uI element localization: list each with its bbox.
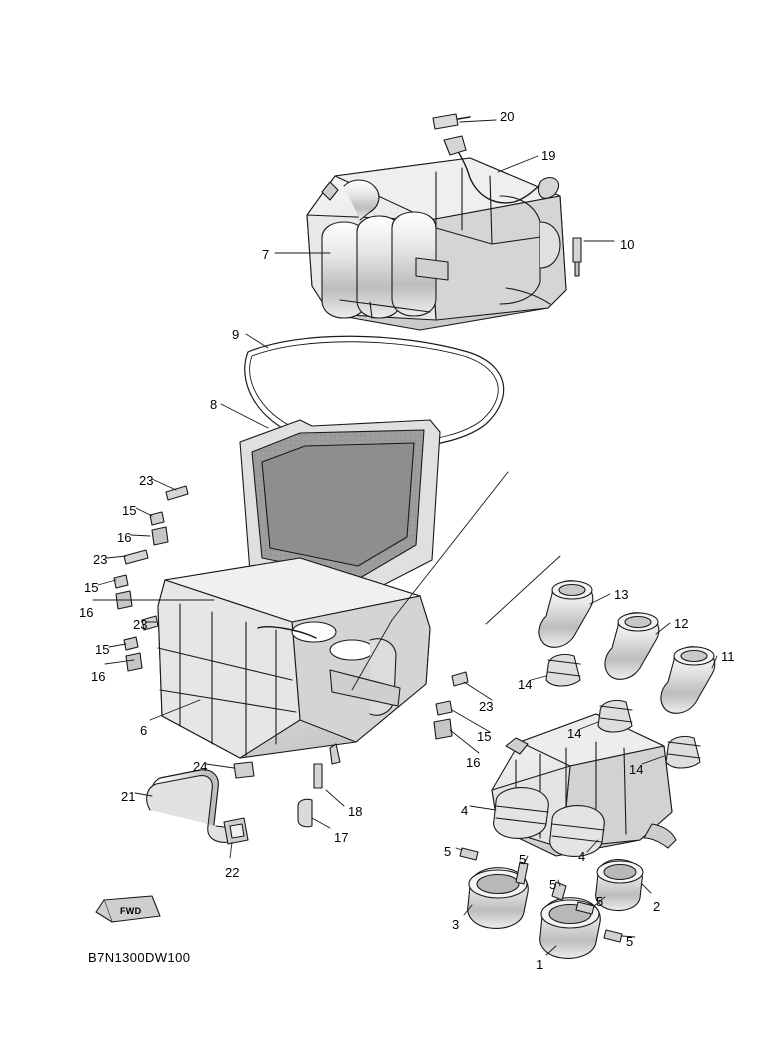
callout-19: 19 bbox=[541, 148, 556, 163]
part-14c-joint bbox=[666, 736, 700, 768]
part-4b-clamp bbox=[550, 806, 605, 857]
fwd-direction-label: FWD bbox=[120, 906, 142, 916]
callout-14-c: 14 bbox=[629, 762, 644, 777]
callout-9: 9 bbox=[232, 327, 240, 342]
callout-3: 3 bbox=[452, 917, 460, 932]
callout-14-a: 14 bbox=[518, 677, 533, 692]
callout-15-c: 15 bbox=[95, 642, 110, 657]
callout-5-c: 5 bbox=[549, 877, 557, 892]
callout-6: 6 bbox=[140, 723, 148, 738]
part-21-breather-hose bbox=[147, 770, 232, 843]
callout-15-a: 15 bbox=[122, 503, 137, 518]
fastener-cluster-right bbox=[434, 672, 468, 739]
callout-15-b: 15 bbox=[84, 580, 99, 595]
callout-16-c: 16 bbox=[91, 669, 106, 684]
callout-23-a: 23 bbox=[139, 473, 154, 488]
diagram-part-code: B7N1300DW100 bbox=[88, 950, 191, 965]
callout-10: 10 bbox=[620, 237, 635, 252]
part-14b-joint bbox=[598, 700, 632, 732]
callout-15-d: 15 bbox=[477, 729, 492, 744]
callout-20: 20 bbox=[500, 109, 515, 124]
part-11-air-funnel bbox=[661, 647, 715, 714]
callout-12: 12 bbox=[674, 616, 689, 631]
part-4a-clamp bbox=[494, 788, 549, 839]
callout-22: 22 bbox=[225, 865, 240, 880]
callout-17: 17 bbox=[334, 830, 349, 845]
callout-24: 24 bbox=[193, 759, 208, 774]
callout-21: 21 bbox=[121, 789, 136, 804]
callout-23-d: 23 bbox=[479, 699, 494, 714]
callout-4-a: 4 bbox=[461, 803, 469, 818]
callout-7: 7 bbox=[262, 247, 270, 262]
part-12-air-funnel bbox=[605, 613, 659, 680]
callout-5-a: 5 bbox=[444, 844, 452, 859]
fastener-cluster-left-upper bbox=[150, 486, 188, 545]
callout-5-e: 5 bbox=[626, 934, 634, 949]
part-18-bolt bbox=[314, 764, 322, 788]
callout-13: 13 bbox=[614, 587, 629, 602]
part-6-air-cleaner-case-lower bbox=[158, 558, 430, 764]
callout-4-b: 4 bbox=[578, 849, 586, 864]
part-13-air-funnel bbox=[539, 581, 593, 648]
part-24-clamp bbox=[234, 762, 254, 778]
callout-16-a: 16 bbox=[117, 530, 132, 545]
part-14a-joint bbox=[546, 654, 580, 686]
callout-11: 11 bbox=[721, 649, 735, 664]
callout-16-d: 16 bbox=[466, 755, 481, 770]
part-7-air-cleaner-case-upper bbox=[307, 158, 566, 330]
part-22-clamp bbox=[224, 818, 248, 844]
callout-2: 2 bbox=[653, 899, 661, 914]
callout-23-c: 23 bbox=[133, 617, 148, 632]
part-10-bolt bbox=[573, 238, 581, 276]
part-17-grommet bbox=[298, 799, 312, 827]
callout-16-b: 16 bbox=[79, 605, 94, 620]
callout-8: 8 bbox=[210, 397, 218, 412]
callout-5-d: 5 bbox=[596, 894, 604, 909]
callout-23-b: 23 bbox=[93, 552, 108, 567]
callout-5-b: 5 bbox=[519, 852, 527, 867]
callout-14-b: 14 bbox=[567, 726, 582, 741]
callout-18: 18 bbox=[348, 804, 363, 819]
callout-1: 1 bbox=[536, 957, 544, 972]
